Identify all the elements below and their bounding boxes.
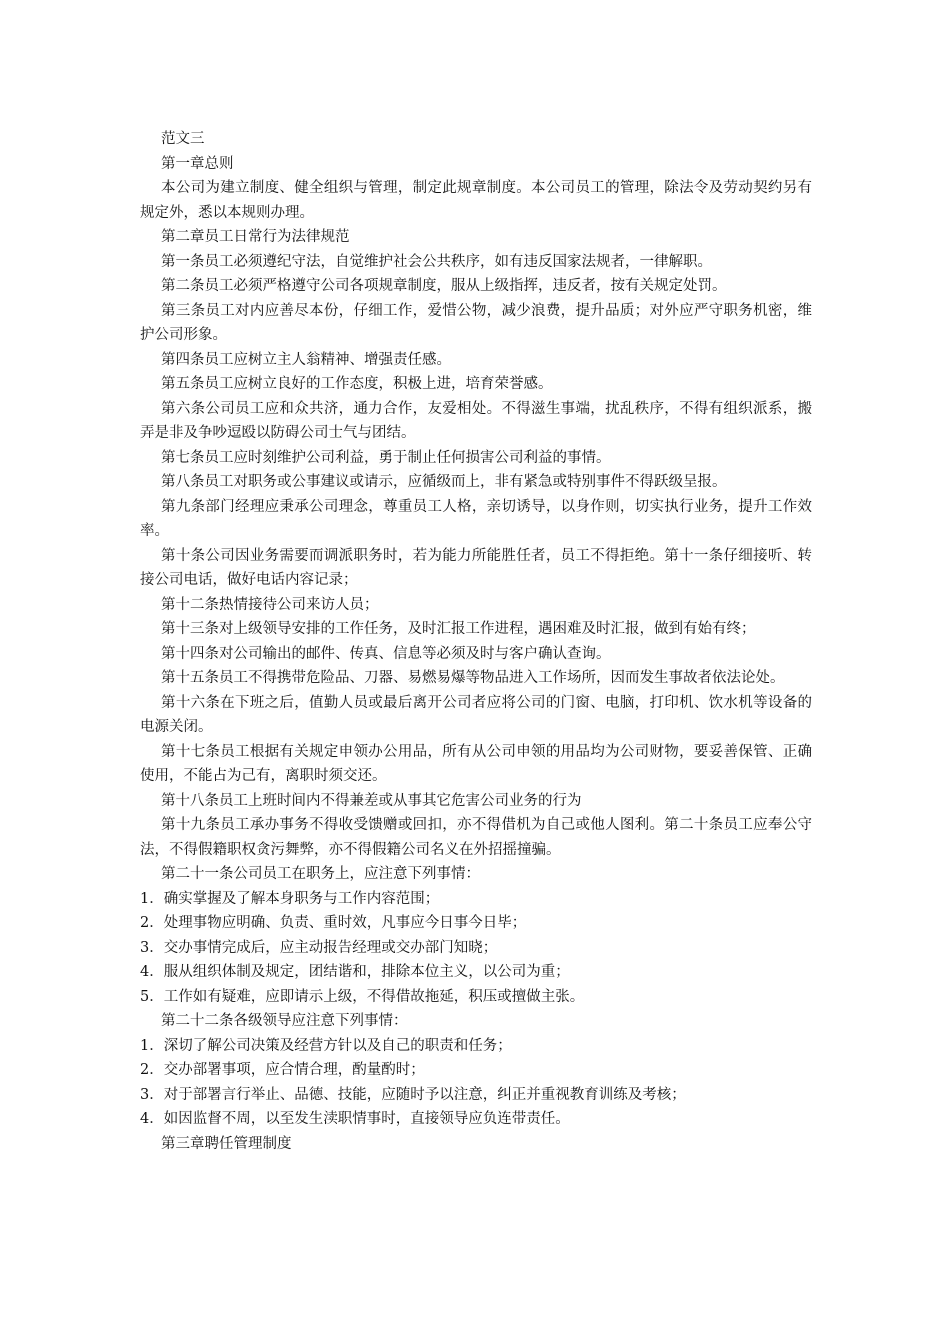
article-paragraph: 第二条员工必须严格遵守公司各项规章制度，服从上级指挥，违反者，按有关规定处罚。 bbox=[161, 278, 727, 294]
list-item: 2．处理事物应明确、负责、重时效，凡事应今日事今日毕； bbox=[140, 915, 527, 931]
list-item: 1．深切了解公司决策及经营方针以及自己的职责和任务； bbox=[140, 1037, 512, 1054]
list-item: 2．交办部署事项，应合情合理，酌量酌时； bbox=[140, 1062, 425, 1078]
list-item: 4．服从组织体制及规定，团结谐和，排除本位主义，以公司为重； bbox=[140, 964, 570, 980]
article-paragraph: 第八条员工对职务或公事建议或请示，应循级而上，非有紧急或特别事件不得跃级呈报。 bbox=[161, 474, 727, 490]
article-paragraph: 第十五条员工不得携带危险品、刀器、易燃易爆等物品进入工作场所，因而发生事故者依法论处。 bbox=[161, 670, 785, 686]
document-body bbox=[140, 127, 812, 1156]
list-item: 4．如因监督不周，以至发生渎职情事时，直接领导应负连带责任。 bbox=[140, 1111, 570, 1127]
article-paragraph: 第十四条对公司输出的邮件、传真、信息等必须及时与客户确认查询。 bbox=[161, 645, 611, 662]
article-paragraph: 第三条员工对内应善尽本份，仔细工作，爱惜公物，减少浪费，提升品质；对外应严守职务机密，维护公司形象。 bbox=[140, 302, 812, 343]
article-paragraph: 第二十一条公司员工在职务上，应注意下列事情： bbox=[161, 866, 481, 882]
article-paragraph: 第六条公司员工应和众共济，通力合作，友爱相处。不得滋生事端，扰乱秩序，不得有组织派系，搬弄是非及争吵逗殴以防碍公司士气与团结。 bbox=[140, 400, 812, 441]
article-paragraph: 第十八条员工上班时间内不得兼差或从事其它危害公司业务的行为 bbox=[161, 792, 582, 809]
chapter-heading: 第一章总则 bbox=[161, 155, 234, 172]
article-paragraph: 第五条员工应树立良好的工作态度，积极上进，培育荣誉感。 bbox=[161, 376, 553, 392]
article-paragraph: 第十六条在下班之后，值勤人员或最后离开公司者应将公司的门窗、电脑，打印机、饮水机等设备的电源关闭。 bbox=[140, 694, 812, 735]
list-item: 3．对于部署言行举止、品德、技能，应随时予以注意，纠正并重视教育训练及考核； bbox=[140, 1086, 686, 1103]
list-item: 5．工作如有疑难，应即请示上级，不得借故拖延，积压或擅做主张。 bbox=[140, 988, 585, 1005]
article-paragraph: 第十三条对上级领导安排的工作任务，及时汇报工作进程，遇困难及时汇报，做到有始有终； bbox=[161, 621, 756, 637]
chapter-heading: 第三章聘任管理制度 bbox=[161, 1135, 292, 1152]
chapter-heading: 第二章员工日常行为法律规范 bbox=[161, 229, 350, 245]
paragraph: 本公司为建立制度、健全组织与管理，制定此规章制度。本公司员工的管理，除法令及劳动契约另有规定外，悉以本规则办理。 bbox=[140, 180, 812, 221]
article-paragraph: 第十九条员工承办事务不得收受馈赠或回扣，亦不得借机为自己或他人图利。第二十条员工应奉公守法，不得假籍职权贪污舞弊，亦不得假籍公司名义在外招摇撞骗。 bbox=[140, 817, 812, 858]
article-paragraph: 第七条员工应时刻维护公司利益，勇于制止任何损害公司利益的事情。 bbox=[161, 449, 611, 466]
article-paragraph: 第十二条热情接待公司来访人员； bbox=[161, 596, 379, 613]
list-item: 1．确实掌握及了解本身职务与工作内容范围； bbox=[140, 890, 440, 907]
list-item: 3．交办事情完成后，应主动报告经理或交办部门知晓； bbox=[140, 939, 498, 956]
doc-heading: 范文三 bbox=[161, 131, 205, 147]
article-paragraph: 第二十二条各级领导应注意下列事情： bbox=[161, 1013, 408, 1029]
article-paragraph: 第一条员工必须遵纪守法，自觉维护社会公共秩序，如有违反国家法规者，一律解职。 bbox=[161, 253, 713, 270]
article-paragraph: 第十条公司因业务需要而调派职务时，若为能力所能胜任者，员工不得拒绝。第十一条仔细接听、转接公司电话，做好电话内容记录； bbox=[140, 547, 812, 588]
article-paragraph: 第四条员工应树立主人翁精神、增强责任感。 bbox=[161, 351, 452, 368]
article-paragraph: 第九条部门经理应秉承公司理念，尊重员工人格，亲切诱导，以身作则，切实执行业务，提升工作效率。 bbox=[140, 498, 812, 539]
article-paragraph: 第十七条员工根据有关规定申领办公用品，所有从公司申领的用品均为公司财物，要妥善保管、正确使用，不能占为己有，离职时须交还。 bbox=[140, 743, 812, 784]
